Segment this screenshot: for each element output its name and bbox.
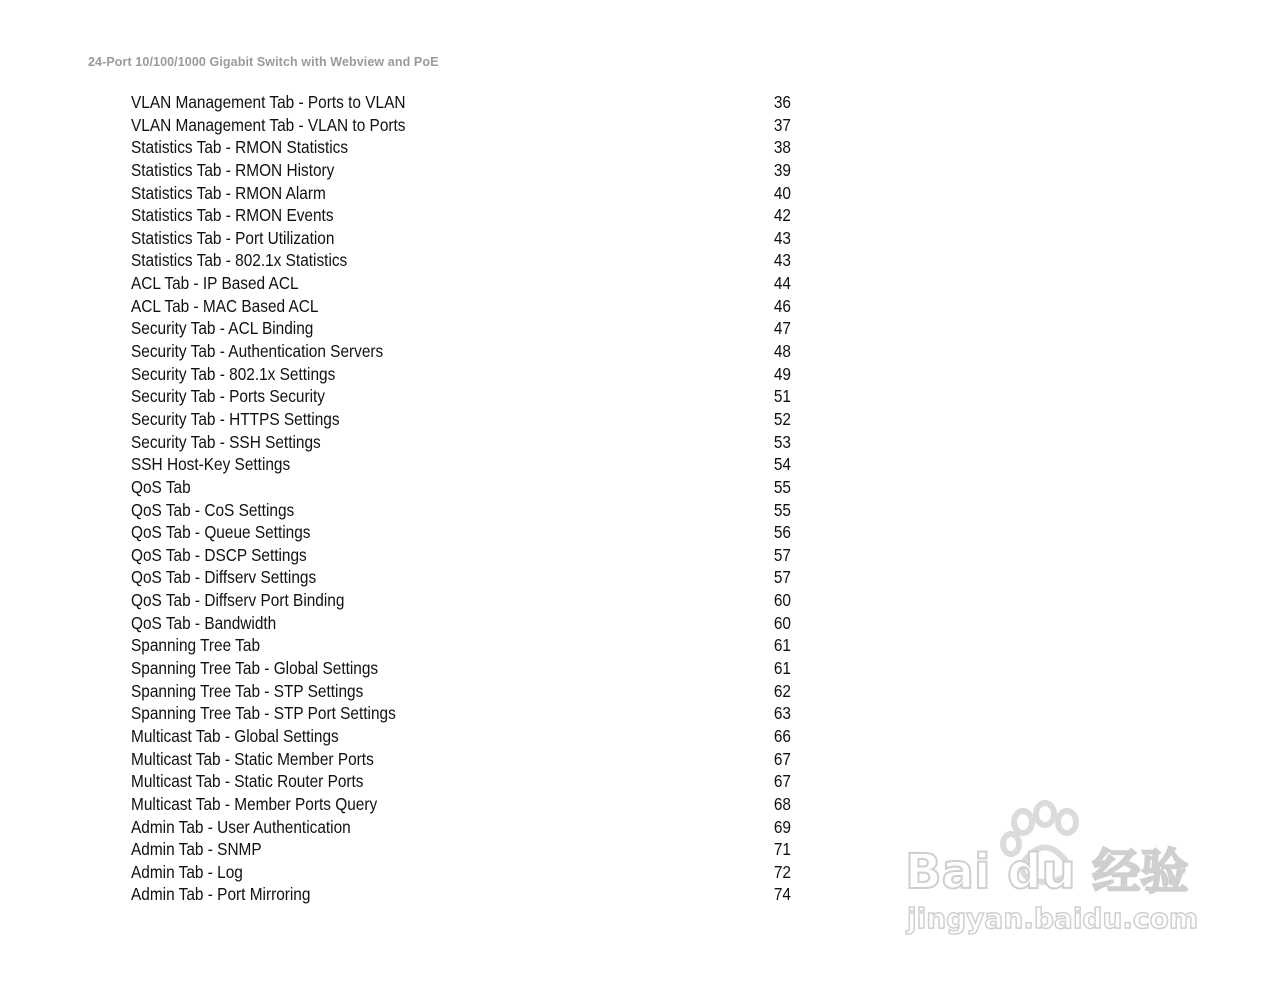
toc-entry-page: 52 <box>773 408 791 429</box>
toc-entry <box>131 566 791 589</box>
toc-entry-title: Admin Tab - User Authentication <box>131 816 351 837</box>
toc-entry-title: Spanning Tree Tab <box>131 635 261 656</box>
toc-entry-title: Statistics Tab - RMON Statistics <box>131 137 349 158</box>
toc-entry <box>131 272 791 295</box>
toc-entry-title: Multicast Tab - Member Ports Query <box>131 793 378 814</box>
toc-entry <box>131 725 791 748</box>
toc-entry <box>131 816 791 839</box>
toc-entry <box>131 159 791 182</box>
toc-entry <box>131 408 791 431</box>
toc-entry-title: Statistics Tab - RMON History <box>131 159 335 180</box>
toc-entry-page: 53 <box>773 431 791 452</box>
toc-entry-title: VLAN Management Tab - VLAN to Ports <box>131 114 406 135</box>
toc-entry-page: 74 <box>773 884 791 905</box>
toc-entry-title: QoS Tab - Queue Settings <box>131 522 311 543</box>
toc-entry <box>131 295 791 318</box>
toc-entry-page: 60 <box>773 590 791 611</box>
toc-entry-page: 62 <box>773 680 791 701</box>
toc-entry-page: 63 <box>773 703 791 724</box>
toc-entry <box>131 861 791 884</box>
watermark-brand: Bai du 经验 <box>905 844 1189 900</box>
toc-entry <box>131 340 791 363</box>
toc-entry-title: Statistics Tab - 802.1x Statistics <box>131 250 348 271</box>
toc-entry-title: Security Tab - Ports Security <box>131 386 325 407</box>
toc-entry <box>131 204 791 227</box>
running-header: 24-Port 10/100/1000 Gigabit Switch with Webview and PoE <box>88 55 439 69</box>
toc-entry-title: Admin Tab - Port Mirroring <box>131 884 311 905</box>
toc-entry-page: 67 <box>773 748 791 769</box>
toc-entry-page: 48 <box>773 341 791 362</box>
toc-entry-page: 61 <box>773 635 791 656</box>
toc-entry-title: ACL Tab - IP Based ACL <box>131 273 299 294</box>
toc-entry-page: 71 <box>773 839 791 860</box>
toc-entry-title: Spanning Tree Tab - STP Port Settings <box>131 703 396 724</box>
toc-entry-page: 42 <box>773 205 791 226</box>
toc-entry-title: Admin Tab - SNMP <box>131 839 262 860</box>
toc-entry-page: 46 <box>773 295 791 316</box>
toc-entry-page: 57 <box>773 544 791 565</box>
toc-entry-page: 55 <box>773 476 791 497</box>
toc-entry-title: Spanning Tree Tab - Global Settings <box>131 658 379 679</box>
toc-entry <box>131 544 791 567</box>
toc-entry-title: QoS Tab - Diffserv Port Binding <box>131 590 345 611</box>
toc-entry <box>131 136 791 159</box>
toc-entry-page: 68 <box>773 793 791 814</box>
toc-entry <box>131 91 791 114</box>
toc-entry-page: 69 <box>773 816 791 837</box>
toc-entry-page: 60 <box>773 612 791 633</box>
toc-entry-page: 49 <box>773 363 791 384</box>
toc-entry <box>131 182 791 205</box>
toc-entry-page: 61 <box>773 658 791 679</box>
toc-entry-page: 54 <box>773 454 791 475</box>
toc-entry-page: 38 <box>773 137 791 158</box>
toc-entry-title: Statistics Tab - RMON Alarm <box>131 182 326 203</box>
toc-entry <box>131 317 791 340</box>
toc-entry-title: QoS Tab - Diffserv Settings <box>131 567 317 588</box>
toc-entry-page: 51 <box>773 386 791 407</box>
toc-entry-page: 43 <box>773 250 791 271</box>
toc-entry <box>131 453 791 476</box>
toc-entry <box>131 612 791 635</box>
toc-entry <box>131 883 791 906</box>
toc-entry <box>131 657 791 680</box>
toc-entry <box>131 589 791 612</box>
toc-entry-title: Multicast Tab - Global Settings <box>131 725 339 746</box>
toc-entry-page: 39 <box>773 159 791 180</box>
toc-entry-title: Security Tab - Authentication Servers <box>131 341 384 362</box>
toc-entry <box>131 521 791 544</box>
toc-entry-page: 55 <box>773 499 791 520</box>
toc-entry <box>131 385 791 408</box>
toc-entry <box>131 748 791 771</box>
toc-entry <box>131 363 791 386</box>
toc-entry <box>131 227 791 250</box>
toc-entry-page: 67 <box>773 771 791 792</box>
table-of-contents <box>131 91 791 906</box>
toc-entry-title: Security Tab - SSH Settings <box>131 431 321 452</box>
toc-entry-title: Admin Tab - Log <box>131 861 243 882</box>
baidu-watermark <box>905 800 1215 950</box>
toc-entry-page: 57 <box>773 567 791 588</box>
toc-entry-title: VLAN Management Tab - Ports to VLAN <box>131 92 406 112</box>
toc-entry-page: 36 <box>773 92 791 112</box>
toc-entry-title: Security Tab - ACL Binding <box>131 318 314 339</box>
toc-entry-title: QoS Tab <box>131 476 191 497</box>
toc-entry-page: 72 <box>773 861 791 882</box>
toc-entry-title: QoS Tab - CoS Settings <box>131 499 295 520</box>
toc-entry-page: 66 <box>773 725 791 746</box>
toc-entry-title: ACL Tab - MAC Based ACL <box>131 295 319 316</box>
toc-entry-page: 56 <box>773 522 791 543</box>
toc-entry-title: Multicast Tab - Static Router Ports <box>131 771 364 792</box>
toc-entry-title: Multicast Tab - Static Member Ports <box>131 748 374 769</box>
toc-entry <box>131 431 791 454</box>
toc-entry-title: QoS Tab - Bandwidth <box>131 612 277 633</box>
toc-entry <box>131 793 791 816</box>
toc-entry <box>131 249 791 272</box>
toc-entry-title: Security Tab - HTTPS Settings <box>131 408 340 429</box>
baidu-paw-icon <box>905 800 1215 950</box>
toc-entry-title: Spanning Tree Tab - STP Settings <box>131 680 364 701</box>
toc-entry <box>131 476 791 499</box>
toc-entry <box>131 838 791 861</box>
toc-entry-title: SSH Host-Key Settings <box>131 454 291 475</box>
toc-entry <box>131 114 791 137</box>
toc-entry-title: Statistics Tab - Port Utilization <box>131 227 335 248</box>
watermark-url: jingyan.baidu.com <box>907 902 1199 935</box>
toc-entry-page: 37 <box>773 114 791 135</box>
toc-entry-page: 44 <box>773 273 791 294</box>
toc-entry-title: Statistics Tab - RMON Events <box>131 205 334 226</box>
toc-entry <box>131 634 791 657</box>
toc-entry <box>131 680 791 703</box>
toc-entry <box>131 499 791 522</box>
toc-entry-page: 43 <box>773 227 791 248</box>
toc-entry-page: 47 <box>773 318 791 339</box>
toc-entry-page: 40 <box>773 182 791 203</box>
toc-entry <box>131 770 791 793</box>
toc-entry-title: QoS Tab - DSCP Settings <box>131 544 307 565</box>
toc-entry <box>131 702 791 725</box>
toc-entry-title: Security Tab - 802.1x Settings <box>131 363 336 384</box>
